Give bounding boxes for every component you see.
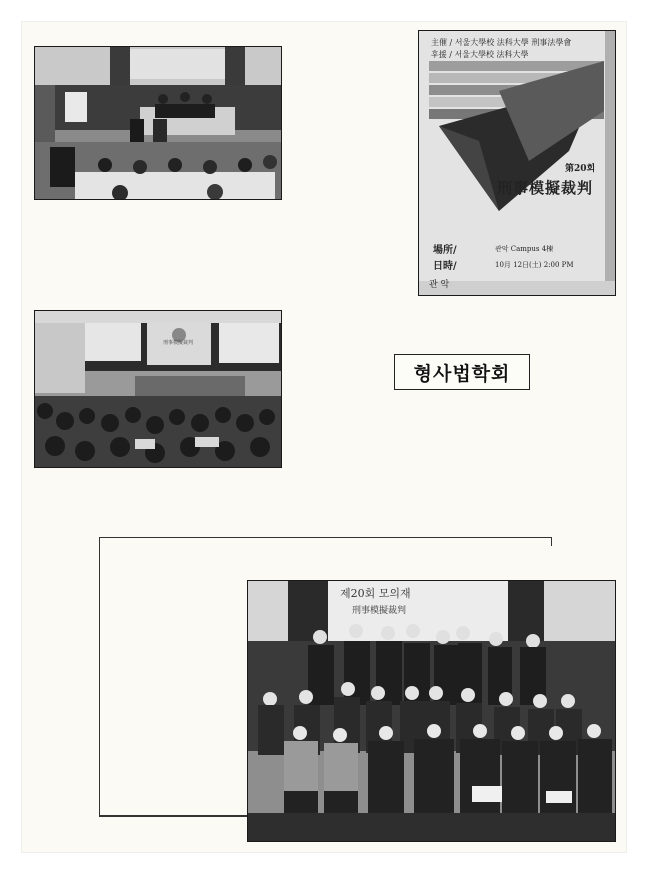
poster-ordinal: 第20회 xyxy=(565,164,596,174)
poster-place-value: 관악 Campus 4棟 xyxy=(495,245,554,253)
poster-place-label: 場所/ xyxy=(433,245,457,256)
poster-title: 刑事模擬裁判 xyxy=(497,179,594,197)
group-photo xyxy=(247,580,616,842)
decorative-frame-bottom xyxy=(99,815,249,817)
poster-bottom-text: 관 악 xyxy=(429,280,450,290)
poster-date-value: 10月 12日(土) 2:00 PM xyxy=(495,261,574,269)
group-screen-title: 刑事模擬裁判 xyxy=(352,606,407,616)
audience-photo xyxy=(34,310,282,468)
courtroom-photo xyxy=(34,46,282,200)
group-screen-ordinal: 제20회 모의재 xyxy=(340,587,411,600)
poster-organizer-line1: 主催 / 서울大學校 法科大學 刑事法學會 xyxy=(431,38,572,47)
section-title: 형사법학회 xyxy=(394,354,530,390)
audience-banner-text: 刑事模擬裁判 xyxy=(163,340,194,346)
poster-date-label: 日時/ xyxy=(433,261,457,272)
poster-photo xyxy=(418,30,616,296)
poster-organizer-line2: 후援 / 서울大學校 法科大學 xyxy=(431,50,529,59)
